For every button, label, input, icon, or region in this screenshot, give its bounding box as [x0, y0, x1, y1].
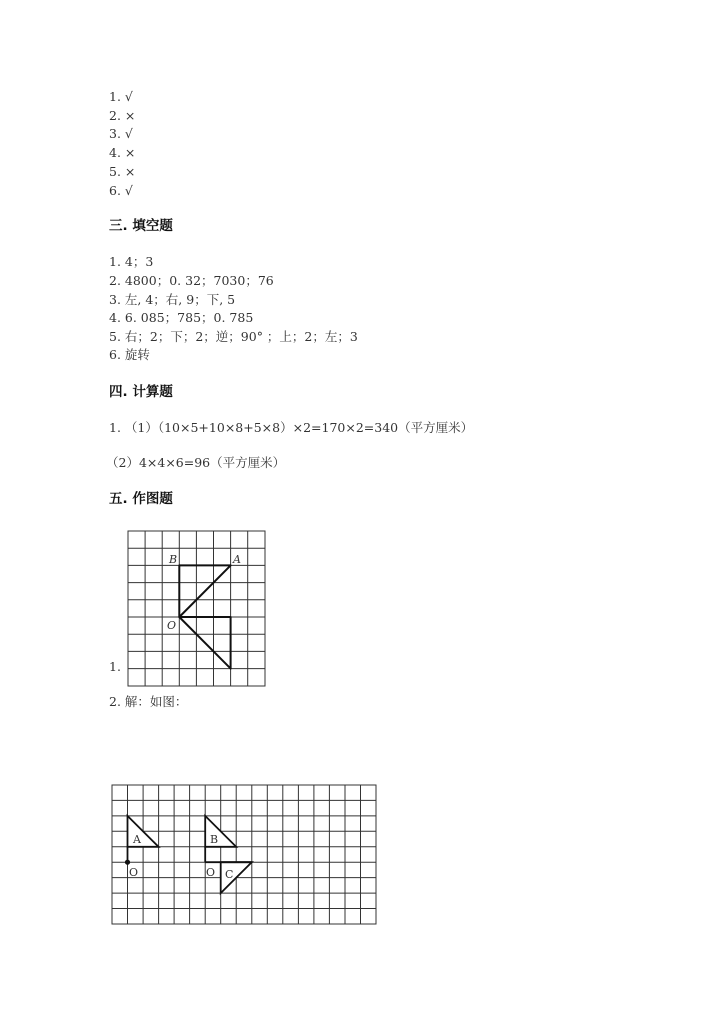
label-o-1: O [129, 866, 139, 879]
answer-line: 2. 4800；0. 32；7030；76 [109, 273, 274, 288]
section-heading-calculation: 四. 计算题 [109, 384, 173, 400]
section-heading-drawing: 五. 作图题 [109, 491, 173, 507]
label-o-2: O [206, 866, 216, 879]
section-heading-fill-blank: 三. 填空题 [109, 218, 173, 234]
answer-line: 1. √ [109, 89, 133, 104]
answer-line: 2. × [109, 108, 136, 123]
answer-line: 4. 6. 085；785；0. 785 [109, 310, 254, 325]
answer-line: 6. √ [109, 183, 133, 198]
answer-line: 3. 左, 4；右, 9；下, 5 [109, 292, 236, 307]
answer-line: 3. √ [109, 126, 133, 141]
calc-answer-2: （2）4×4×6=96（平方厘米） [106, 455, 286, 470]
drawing-q2-text: 2. 解：如图： [109, 694, 188, 709]
label-b: B [169, 553, 178, 566]
answer-line: 5. 右；2；下；2；逆；90° ；上；2；左；3 [109, 329, 358, 344]
label-a: A [233, 553, 241, 566]
label-o: O [167, 619, 177, 632]
answer-line: 4. × [109, 145, 136, 160]
drawing-q1-number: 1. [109, 659, 121, 674]
answer-line: 6. 旋转 [109, 347, 150, 362]
answer-line: 1. 4；3 [109, 254, 154, 269]
label-triangle-b: B [210, 833, 219, 846]
label-triangle-c: C [225, 868, 234, 881]
rotation-center-dot [125, 860, 130, 865]
calc-answer-1: 1. （1）（10×5+10×8+5×8）×2=170×2=340（平方厘米） [109, 420, 474, 435]
answer-line: 5. × [109, 164, 136, 179]
label-triangle-a: A [133, 833, 141, 846]
